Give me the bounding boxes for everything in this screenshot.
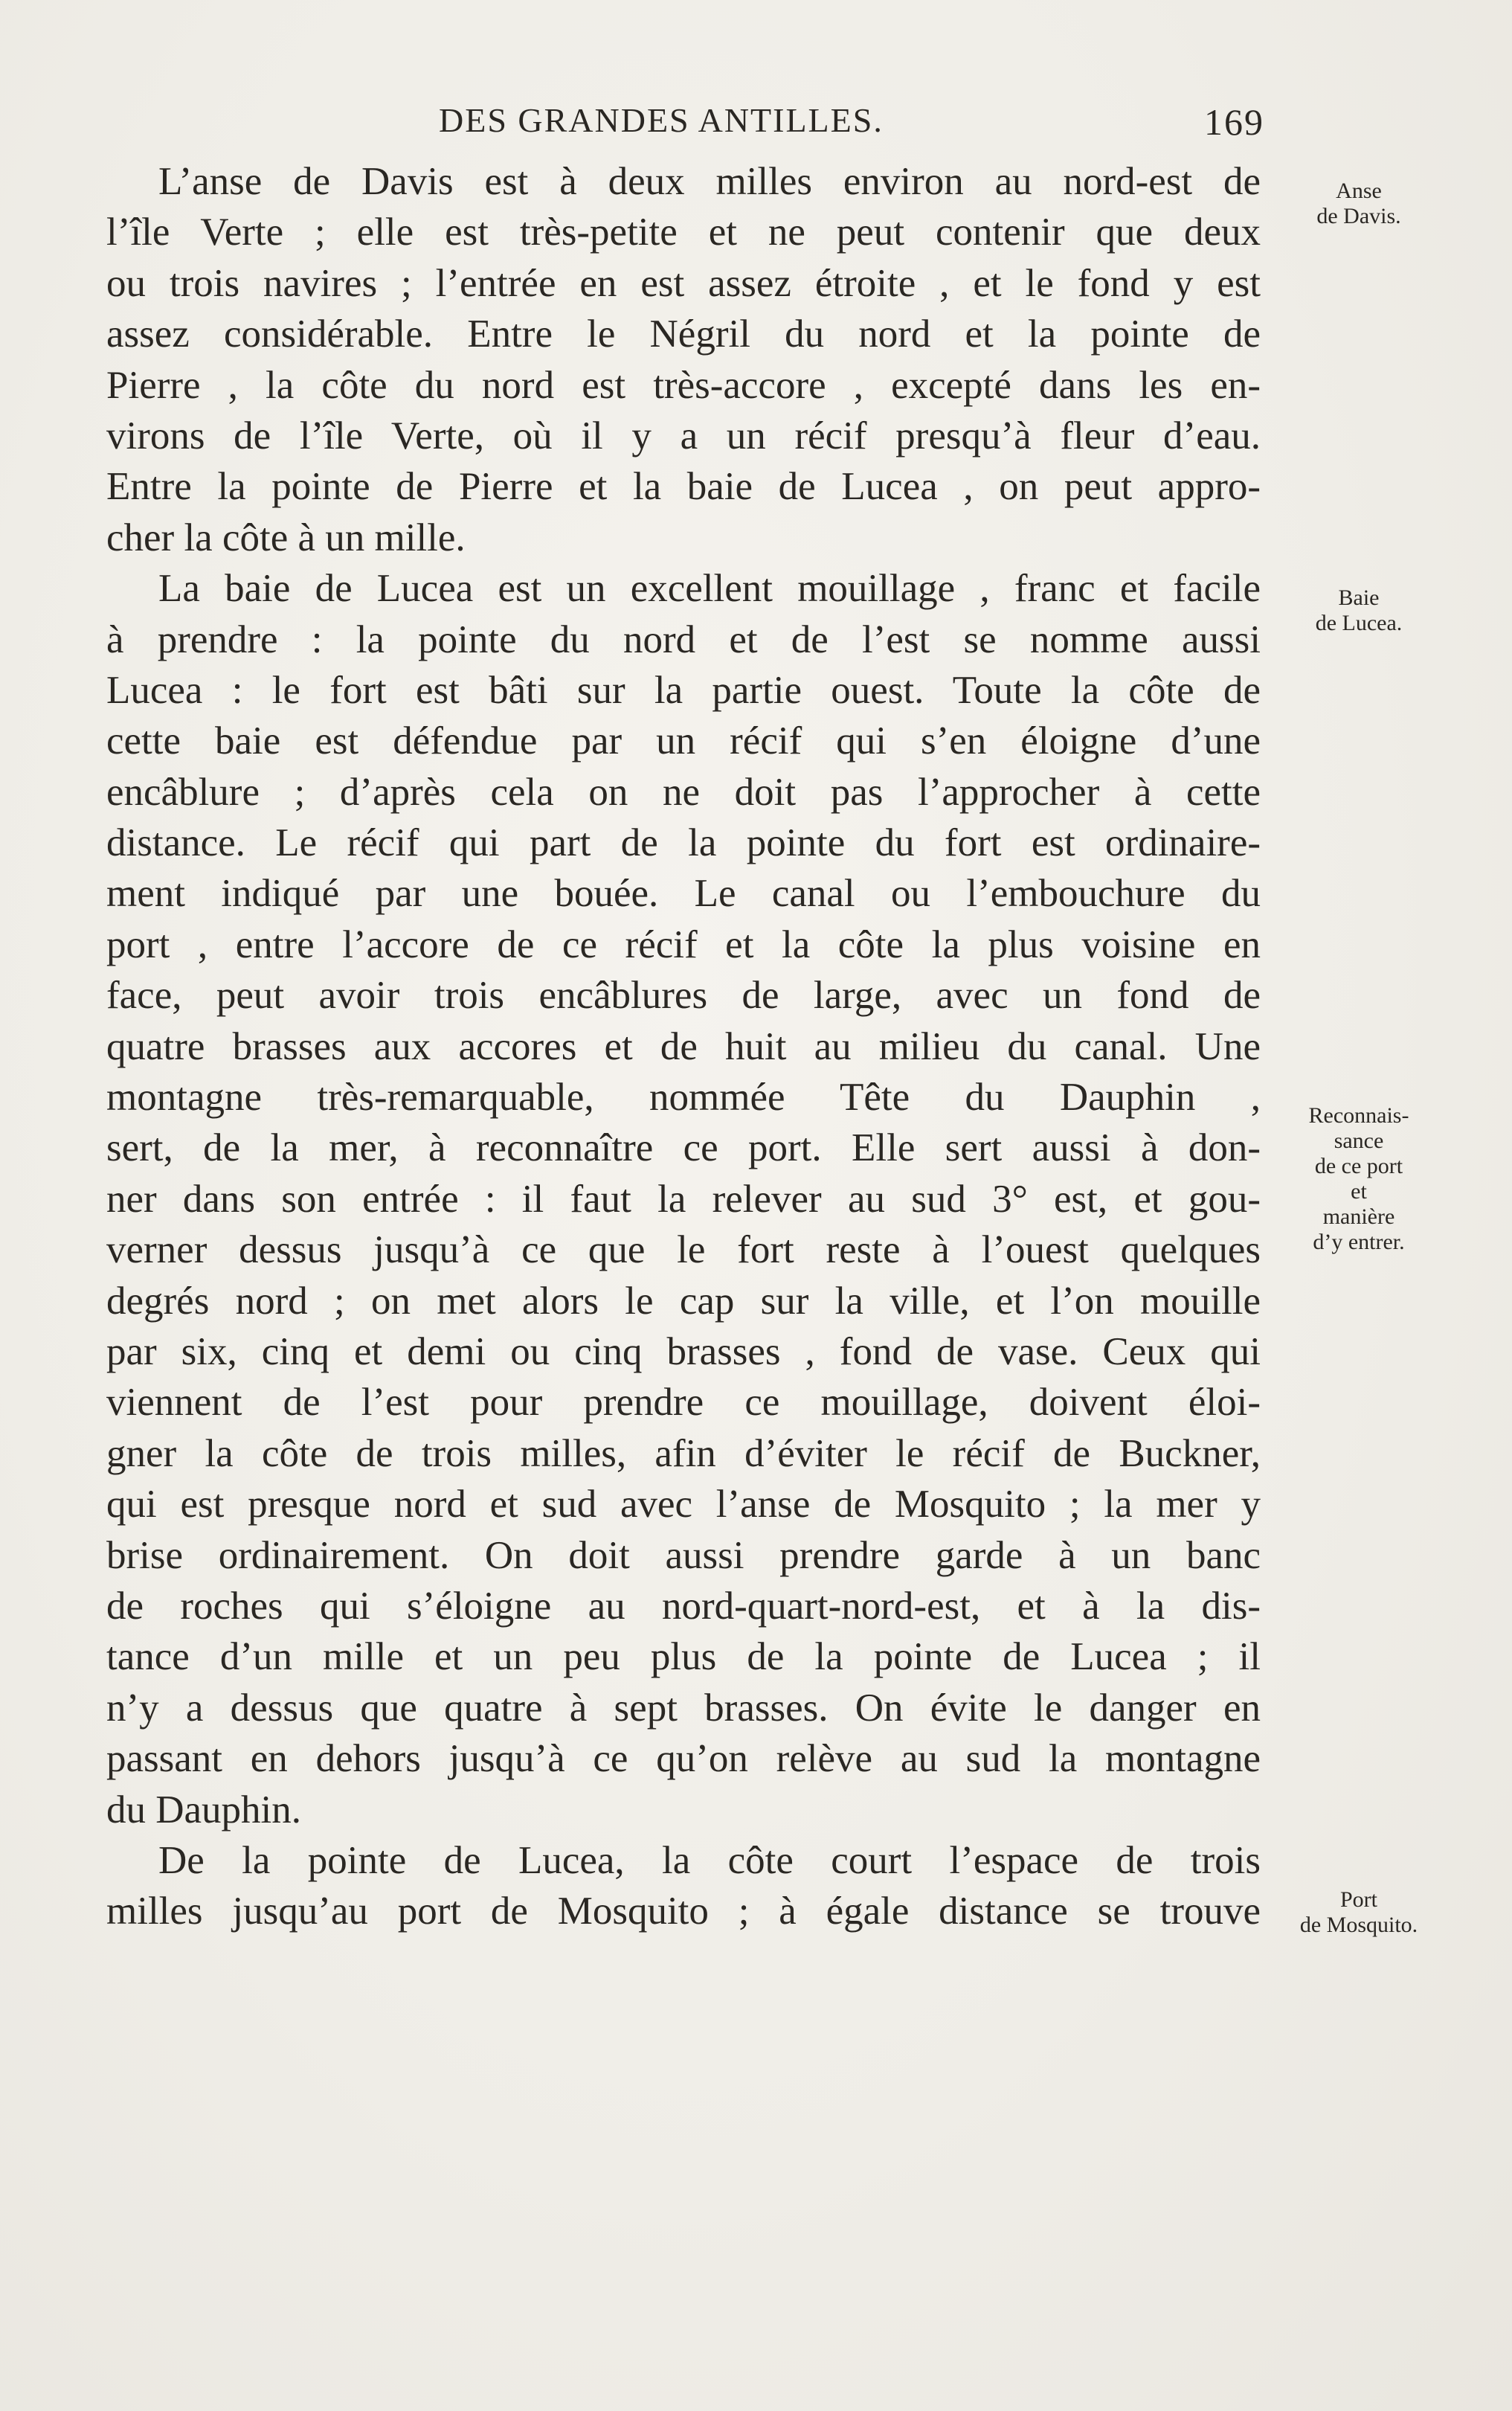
- text-line: brise ordinairement. On doit aussi prendre garde à un banc: [106, 1533, 1261, 1577]
- margin-note-anse-de-davis: [1273, 179, 1444, 229]
- text-line: viennent de l’est pour prendre ce mouillage, doivent éloi-: [106, 1381, 1261, 1425]
- text-line: encâblure ; d’après cela on ne doit pas l’approcher à cette: [106, 770, 1261, 814]
- text-line: assez considérable. Entre le Négril du nord et la pointe de: [106, 312, 1261, 356]
- text-line: De la pointe de Lucea, la côte court l’espace de trois: [158, 1838, 1261, 1882]
- text-line: milles jusqu’au port de Mosquito ; à égale distance se trouve: [106, 1890, 1261, 1933]
- page-header: [439, 100, 1264, 153]
- margin-note-line: Port: [1339, 1887, 1377, 1912]
- text-line: l’île Verte ; elle est très-petite et ne peut contenir que deux: [106, 211, 1261, 254]
- text-line: tance d’un mille et un peu plus de la pointe de Lucea ; il: [106, 1635, 1261, 1679]
- text-line: ment indiqué par une bouée. Le canal ou l’embouchure du: [106, 872, 1261, 916]
- margin-note-line: d’y entrer.: [1313, 1230, 1405, 1254]
- text-line: ner dans son entrée : il faut la relever au sud 3° est, et gou-: [106, 1177, 1261, 1221]
- text-line: qui est presque nord et sud avec l’anse de Mosquito ; la mer y: [106, 1483, 1261, 1526]
- text-line: port , entre l’accore de ce récif et la côte la plus voisine en: [106, 922, 1261, 966]
- margin-note-line: de Lucea.: [1315, 611, 1403, 635]
- text-line: distance. Le récif qui part de la pointe du fort est ordinaire-: [106, 821, 1261, 865]
- text-line: montagne très-remarquable, nommée Tête du Dauphin ,: [106, 1076, 1261, 1120]
- text-line: par six, cinq et demi ou cinq brasses , fond de vase. Ceux qui: [106, 1329, 1261, 1373]
- margin-note-baie-de-lucea: [1273, 585, 1444, 636]
- text-line: à prendre : la pointe du nord et de l’est se nomme aussi: [106, 617, 1261, 661]
- text-line: sert, de la mer, à reconnaître ce port. Elle sert aussi à don-: [106, 1126, 1261, 1170]
- margin-note-port-de-mosquito: [1273, 1887, 1444, 1938]
- margin-note-line: et: [1351, 1179, 1367, 1204]
- margin-note-line: Anse: [1336, 179, 1382, 203]
- text-line: degrés nord ; on met alors le cap sur la ville, et l’on mouille: [106, 1279, 1261, 1323]
- text-line: verner dessus jusqu’à ce que le fort reste à l’ouest quelques: [106, 1228, 1261, 1272]
- text-line: face, peut avoir trois encâblures de large, avec un fond de: [106, 974, 1261, 1018]
- margin-note-line: de Mosquito.: [1299, 1913, 1418, 1937]
- margin-note-reconnaissance: [1273, 1103, 1444, 1255]
- text-line: passant en dehors jusqu’à ce qu’on relève au sud la montagne: [106, 1737, 1261, 1781]
- text-line: gner la côte de trois milles, afin d’éviter le récif de Buckner,: [106, 1431, 1261, 1475]
- margin-note-line: de ce port: [1314, 1154, 1403, 1178]
- page-number: 169: [1204, 101, 1264, 143]
- margin-note-line: manière: [1322, 1204, 1395, 1229]
- text-line: L’anse de Davis est à deux milles environ au nord-est de: [158, 160, 1261, 203]
- margin-note-line: Reconnais-: [1308, 1103, 1409, 1128]
- text-line: La baie de Lucea est un excellent mouillage , franc et facile: [158, 567, 1261, 611]
- margin-note-line: Baie: [1338, 585, 1380, 610]
- running-title: DES GRANDES ANTILLES.: [439, 101, 884, 139]
- text-line: Lucea : le fort est bâti sur la partie ouest. Toute la côte de: [106, 668, 1261, 712]
- text-line: quatre brasses aux accores et de huit au milieu du canal. Une: [106, 1024, 1261, 1068]
- text-line: ou trois navires ; l’entrée en est assez étroite , et le fond y est: [106, 261, 1261, 305]
- text-line: n’y a dessus que quatre à sept brasses. On évite le danger en: [106, 1686, 1261, 1730]
- text-line: de roches qui s’éloigne au nord-quart-nord-est, et à la dis-: [106, 1584, 1261, 1628]
- text-line: Pierre , la côte du nord est très-accore , excepté dans les en-: [106, 363, 1261, 407]
- text-line: du Dauphin.: [106, 1788, 302, 1831]
- text-line: Entre la pointe de Pierre et la baie de Lucea , on peut appro-: [106, 465, 1261, 509]
- margin-note-line: de Davis.: [1316, 204, 1401, 228]
- text-line: cher la côte à un mille.: [106, 516, 466, 559]
- text-line: virons de l’île Verte, où il y a un récif presqu’à fleur d’eau.: [106, 414, 1261, 458]
- margin-note-line: sance: [1334, 1129, 1384, 1153]
- body-text: [106, 156, 1261, 1937]
- text-line: cette baie est défendue par un récif qui s’en éloigne d’une: [106, 719, 1261, 763]
